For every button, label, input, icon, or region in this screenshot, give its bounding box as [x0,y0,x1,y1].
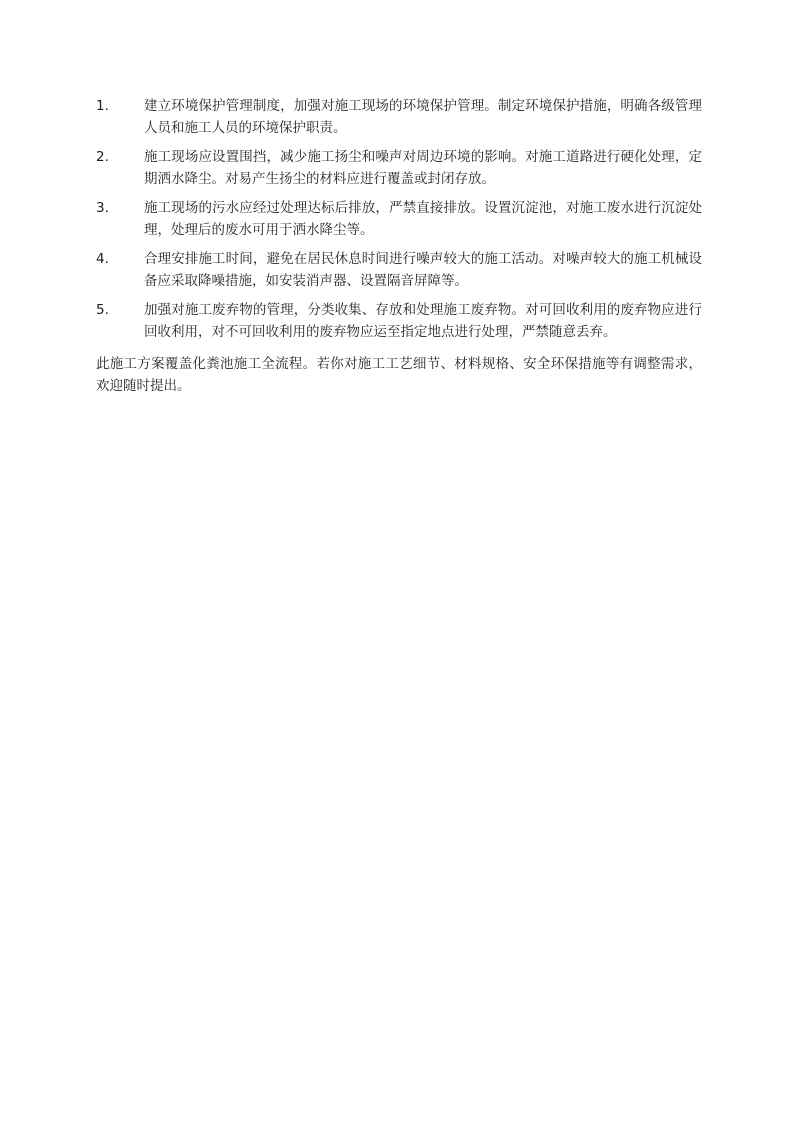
closing-paragraph: 此施工方案覆盖化粪池施工全流程。若你对施工工艺细节、材料规格、安全环保措施等有调整需求，欢迎随时提出。 [96,356,702,394]
list-item [96,197,702,241]
list-item-number: 4. [96,251,109,267]
list-item [96,248,702,292]
list-item-text: 加强对施工废弃物的管理，分类收集、存放和处理施工废弃物。对可回收利用的废弃物应进行回收利用，对不可回收利用的废弃物应运至指定地点进行处理，严禁随意丢弃。 [144,302,702,340]
list-item-number: 5. [96,302,109,318]
list-item [96,95,702,139]
list-item-number: 3. [96,200,109,216]
document-content [96,95,702,411]
list-item-number: 1. [96,98,109,114]
list-item-text: 施工现场应设置围挡，减少施工扬尘和噪声对周边环境的影响。对施工道路进行硬化处理，定期洒水降尘。对易产生扬尘的材料应进行覆盖或封闭存放。 [144,149,702,187]
list-item [96,299,702,343]
environment-measures-list [96,95,702,343]
list-item [96,146,702,190]
list-item-text: 施工现场的污水应经过处理达标后排放，严禁直接排放。设置沉淀池，对施工废水进行沉淀处理，处理后的废水可用于洒水降尘等。 [144,200,702,238]
list-item-text: 建立环境保护管理制度，加强对施工现场的环境保护管理。制定环境保护措施，明确各级管理人员和施工人员的环境保护职责。 [144,98,702,136]
list-item-text: 合理安排施工时间，避免在居民休息时间进行噪声较大的施工活动。对噪声较大的施工机械设备应采取降噪措施，如安装消声器、设置隔音屏障等。 [144,251,702,289]
list-item-number: 2. [96,149,109,165]
